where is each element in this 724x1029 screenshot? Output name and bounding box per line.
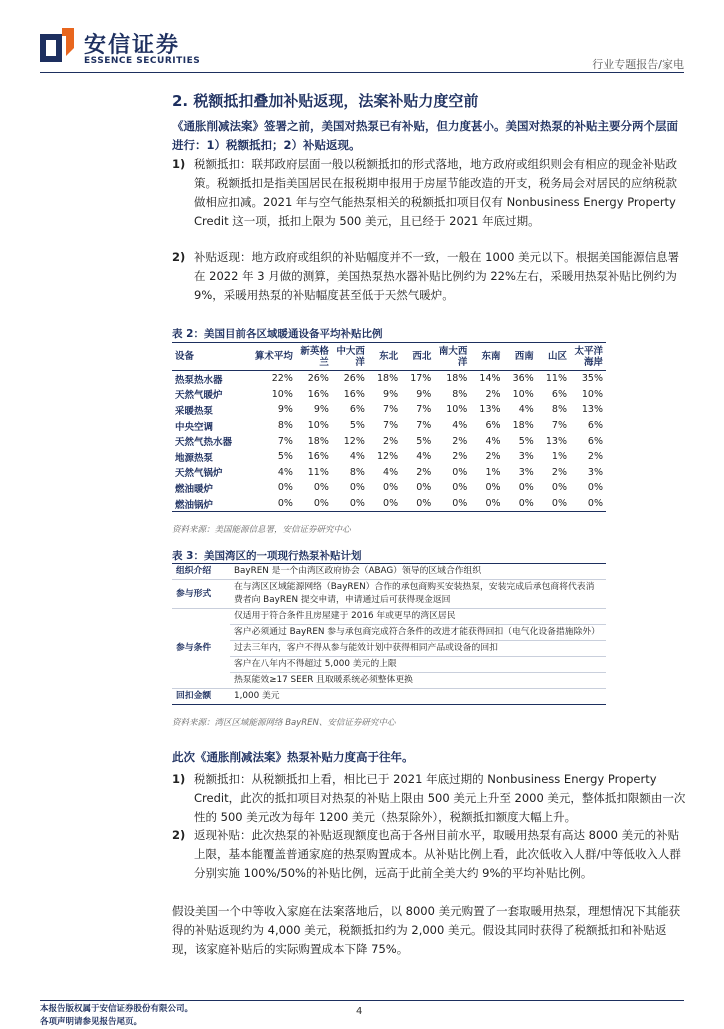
table-row (172, 657, 606, 673)
table-cell: 8% (349, 466, 365, 478)
table-cell: 1% (551, 451, 567, 463)
header-divider (40, 72, 684, 73)
table-cell: 5% (277, 451, 293, 463)
table-header: 西北 (412, 351, 432, 362)
table3 (172, 563, 606, 705)
row-label: 热泵热水器 (175, 374, 223, 386)
table-row (172, 449, 606, 465)
table-cell: 4% (416, 451, 432, 463)
row-label: 地源热泵 (175, 452, 214, 464)
table-cell: 0% (277, 482, 293, 494)
table-cell: 7% (277, 435, 293, 447)
table-cell: 0% (551, 498, 567, 510)
table-cell: 6% (485, 420, 501, 432)
condition-label: 参与条件 (172, 609, 230, 689)
table-cell: 2% (551, 466, 567, 478)
table-cell: 0% (313, 482, 329, 494)
table-cell: 7% (383, 404, 399, 416)
table-cell: 5% (349, 420, 365, 432)
table-cell: 2% (383, 435, 399, 447)
table-cell: 3% (518, 451, 534, 463)
row-label: 天然气锅炉 (175, 468, 223, 480)
table-cell: 2% (416, 466, 432, 478)
row-label: 采暖热泵 (175, 405, 214, 417)
table-cell: 12% (376, 451, 399, 463)
table-cell: 9% (313, 404, 329, 416)
table-cell: 5% (416, 435, 432, 447)
table-cell: 36% (512, 373, 534, 385)
table-header: 东南 (481, 351, 501, 362)
table-row (172, 641, 606, 657)
table-cell: 0% (518, 498, 534, 510)
table-cell: 18% (512, 420, 534, 432)
table-cell: 0% (452, 466, 468, 478)
table-cell: 0% (383, 482, 399, 494)
footer-line-1: 本报告版权属于安信证券股份有限公司。 (40, 1004, 194, 1014)
table-cell: 0% (587, 498, 603, 510)
table-cell: 17% (410, 373, 432, 385)
table-cell: 12% (343, 435, 365, 447)
section-title: 2. 税额抵扣叠加补贴返现，法案补贴力度空前 (172, 92, 479, 110)
table-cell: 2% (452, 451, 468, 463)
org-label: 组织介绍 (172, 564, 230, 580)
table-cell: 0% (551, 482, 567, 494)
section2-item-2 (172, 826, 686, 883)
table-row (172, 480, 606, 496)
condition-item: 客户在八年内不得超过 5,000 美元的上限 (230, 657, 606, 673)
table-cell: 9% (277, 404, 293, 416)
table-cell: 1% (485, 466, 501, 478)
table-cell: 6% (551, 388, 567, 400)
table-cell: 0% (587, 482, 603, 494)
table-cell: 6% (587, 420, 603, 432)
table-header: 中大西洋 (336, 345, 365, 368)
table-cell: 22% (271, 373, 293, 385)
table-row (172, 433, 606, 449)
table-row (172, 402, 606, 418)
table-cell: 6% (587, 435, 603, 447)
table-cell: 2% (587, 451, 603, 463)
table-cell: 9% (383, 388, 399, 400)
intro-text: 《通胀削减法案》签署之前，美国对热泵已有补贴，但力度甚小。美国对热泵的补贴主要分两个层面进行：1）税额抵扣；2）补贴返现。 (172, 119, 678, 152)
item-number: 2) (172, 828, 186, 842)
table-cell: 2% (452, 435, 468, 447)
row-label: 天然气热水器 (175, 437, 233, 449)
table-cell: 10% (581, 388, 603, 400)
table-cell: 4% (383, 466, 399, 478)
org-text: BayREN 是一个由湾区政府协会（ABAG）领导的区域合作组织 (230, 564, 606, 580)
table-header: 东北 (379, 351, 399, 362)
section-intro (172, 117, 686, 155)
table-cell: 0% (349, 498, 365, 510)
table3-title: 表 3：美国湾区的一项现行热泵补贴计划 (172, 550, 362, 562)
table-cell: 16% (307, 388, 329, 400)
table-cell: 13% (581, 404, 603, 416)
table-cell: 0% (452, 498, 468, 510)
item-1 (172, 155, 686, 231)
footer-divider (40, 1000, 684, 1001)
table-cell: 11% (307, 466, 329, 478)
table-cell: 0% (485, 482, 501, 494)
table-cell: 7% (383, 420, 399, 432)
table-cell: 10% (512, 388, 534, 400)
table-row (172, 564, 606, 580)
condition-item: 客户必须通过 BayREN 参与承包商完成符合条件的改进才能获得回扣（电气化设备措施除外） (230, 625, 606, 641)
closing-paragraph: 假设美国一个中等收入家庭在法案落地后，以 8000 美元购置了一套取暖用热泵，理想情况下其能获得的补贴返现约为 4,000 美元，税额抵扣约为 2,000 美元。假设其同时获得了税额抵扣和补贴返现，该家庭补贴后的实际购置成本下降 75%。 (172, 904, 681, 956)
table-row (172, 689, 606, 705)
item-number: 1) (172, 772, 186, 786)
table-cell: 16% (307, 451, 329, 463)
page-number: 4 (356, 1006, 363, 1017)
table-cell: 10% (307, 420, 329, 432)
table-cell: 2% (485, 388, 501, 400)
table-row (172, 673, 606, 689)
condition-item: 仅适用于符合条件且房屋建于 2016 年或更早的湾区居民 (230, 609, 606, 625)
item-2 (172, 248, 686, 305)
table-cell: 10% (446, 404, 468, 416)
table-cell: 0% (416, 498, 432, 510)
table-header: 西南 (514, 351, 534, 362)
table-cell: 11% (545, 373, 567, 385)
table-cell: 3% (587, 466, 603, 478)
table2-source: 资料来源：美国能源信息署，安信证券研究中心 (172, 525, 351, 535)
table-cell: 0% (277, 498, 293, 510)
table-cell: 7% (416, 404, 432, 416)
table-row (172, 465, 606, 481)
table-cell: 18% (446, 373, 468, 385)
table-cell: 0% (349, 482, 365, 494)
table-cell: 8% (277, 420, 293, 432)
report-type: 行业专题报告/家电 (592, 58, 684, 71)
table-header: 山区 (547, 351, 567, 362)
footer-line-2: 各项声明请参见报告尾页。 (40, 1017, 143, 1027)
item-text: 税额抵扣：从税额抵扣上看，相比已于 2021 年底过期的 Nonbusiness Energy Property Credit，此次的抵扣项目对热泵的补贴上限由 500 美元上升至 2000 美元，整体抵扣限额由一次性的 500 美元改为每年 1200 美元（热泵除外），税额抵扣额度大幅上升。 (194, 772, 686, 824)
table-cell: 16% (343, 388, 365, 400)
table-cell: 14% (479, 373, 501, 385)
table-cell: 13% (479, 404, 501, 416)
item-number: 2) (172, 250, 186, 264)
table-row (172, 609, 606, 625)
table-row (172, 371, 606, 387)
table-row (172, 387, 606, 403)
table2-title: 表 2：美国目前各区域暖通设备平均补贴比例 (172, 328, 383, 340)
table-cell: 9% (416, 388, 432, 400)
item-text: 补贴返现：地方政府或组织的补贴幅度并不一致，一般在 1000 美元以下。根据美国能源信息署在 2022 年 3 月做的测算，美国热泵热水器补贴比例约为 22%左右，采暖用热泵补贴比例约为 9%，采暖用热泵的补贴幅度甚至低于天然气暖炉。 (194, 250, 680, 302)
row-label: 中央空调 (175, 421, 214, 433)
table-row (172, 580, 606, 609)
item-text: 返现补贴：此次热泵的补贴返现额度也高于各州目前水平，取暖用热泵有高达 8000 美元的补贴上限，基本能覆盖普通家庭的热泵购置成本。从补贴比例上看，此次低收入人群/中等低收入人群分别实施 100%/50%的补贴比例，远高于此前全美大约 9%的平均补贴比例。 (194, 828, 681, 880)
row-label: 燃油锅炉 (175, 499, 214, 511)
brand-logo-icon (40, 28, 74, 62)
brand-name-en: ESSENCE SECURITIES (84, 56, 201, 66)
table-row (172, 625, 606, 641)
table-header: 南大西洋 (438, 345, 468, 368)
table-cell: 6% (349, 404, 365, 416)
table-cell: 13% (545, 435, 567, 447)
form-label: 参与形式 (172, 580, 230, 609)
table-cell: 0% (452, 482, 468, 494)
brand-name-cn: 安信证券 (84, 33, 181, 58)
row-label: 天然气暖炉 (175, 390, 223, 402)
table-header: 设备 (175, 351, 195, 362)
table-cell: 4% (277, 466, 293, 478)
table-row (172, 418, 606, 434)
table-cell: 7% (416, 420, 432, 432)
table2 (172, 342, 606, 512)
table-cell: 8% (452, 388, 468, 400)
table-cell: 0% (313, 498, 329, 510)
table-cell: 0% (518, 482, 534, 494)
item-number: 1) (172, 157, 186, 171)
table-cell: 10% (271, 388, 293, 400)
amount-label: 回扣金额 (172, 689, 230, 705)
table-header: 太平洋海岸 (574, 345, 603, 368)
table-cell: 18% (376, 373, 399, 385)
condition-item: 过去三年内，客户不得从参与能效计划中获得相同产品或设备的回扣 (230, 641, 606, 657)
table-cell: 18% (307, 435, 329, 447)
row-label: 燃油暖炉 (175, 483, 214, 495)
table-cell: 5% (518, 435, 534, 447)
table-cell: 4% (349, 451, 365, 463)
table-row (172, 496, 606, 512)
amount-text: 1,000 美元 (230, 689, 606, 705)
table-cell: 0% (383, 498, 399, 510)
table-cell: 0% (485, 498, 501, 510)
table-cell: 4% (518, 404, 534, 416)
form-text: 在与湾区区域能源网络（BayREN）合作的承包商购买安装热泵，安装完成后承包商将代表消费者向 BayREN 提交申请，申请通过后可获得现金返回 (230, 580, 606, 609)
table3-source: 资料来源：湾区区域能源网络 BayREN、安信证券研究中心 (172, 718, 396, 728)
table-header: 新英格兰 (300, 345, 329, 368)
table-cell: 7% (551, 420, 567, 432)
condition-item: 热泵能效≥17 SEER 且取暖系统必须整体更换 (230, 673, 606, 689)
section2-heading: 此次《通胀削减法案》热泵补贴力度高于往年。 (172, 750, 414, 764)
table-cell: 26% (343, 373, 365, 385)
table-cell: 4% (485, 435, 501, 447)
section2-item-1 (172, 770, 686, 827)
table-cell: 3% (518, 466, 534, 478)
table-cell: 2% (485, 451, 501, 463)
table-cell: 26% (307, 373, 329, 385)
table-cell: 8% (551, 404, 567, 416)
table-cell: 0% (416, 482, 432, 494)
table-cell: 4% (452, 420, 468, 432)
table-header-row (172, 343, 606, 371)
footer-disclaimer (40, 1003, 193, 1029)
table-header: 算术平均 (254, 351, 293, 362)
table-cell: 35% (581, 373, 603, 385)
item-text: 税额抵扣：联邦政府层面一般以税额抵扣的形式落地，地方政府或组织则会有相应的现金补贴政策。税额抵扣是指美国居民在报税期申报用于房屋节能改造的开支，税务局会对居民的应纳税款做相应扣减。2021 年与空气能热泵相关的税额抵扣项目仅有 Nonbusiness Energy Property Credit 这一项，抵扣上限为 500 美元，且已经于 2021 年底过期。 (194, 157, 677, 228)
